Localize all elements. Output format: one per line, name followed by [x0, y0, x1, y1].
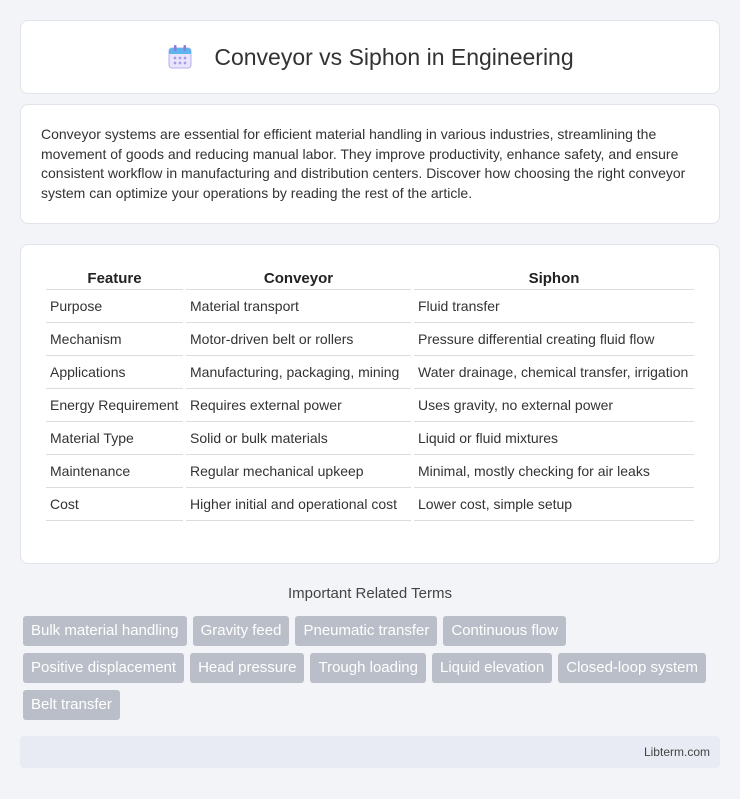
cell-siphon: Pressure differential creating fluid flow [414, 323, 694, 356]
table-header-row [46, 265, 694, 290]
title-card [20, 20, 720, 94]
comparison-table [43, 265, 697, 521]
table-row [46, 356, 694, 389]
cell-siphon: Liquid or fluid mixtures [414, 422, 694, 455]
intro-text: Conveyor systems are essential for efficient material handling in various industries, streamlining the movement of goods and reducing manual labor. They improve productivity, enhance safety, and ensure consistent workflow in manufacturing and distribution centers. Discover how choosing the right conveyor system can optimize your operations by reading the rest of the article. [41, 126, 686, 201]
cell-siphon: Uses gravity, no external power [414, 389, 694, 422]
cell-feature: Purpose [46, 290, 183, 323]
table-row [46, 488, 694, 521]
cell-conveyor: Higher initial and operational cost [186, 488, 411, 521]
cell-siphon: Fluid transfer [414, 290, 694, 323]
cell-siphon: Water drainage, chemical transfer, irrigation [414, 356, 694, 389]
table-row [46, 389, 694, 422]
cell-feature: Material Type [46, 422, 183, 455]
related-term-tag[interactable]: Liquid elevation [432, 653, 552, 683]
related-term-tag[interactable]: Positive displacement [23, 653, 184, 683]
footer [20, 736, 720, 768]
calendar-icon [166, 43, 194, 71]
header-conveyor: Conveyor [186, 265, 411, 290]
cell-siphon: Minimal, mostly checking for air leaks [414, 455, 694, 488]
table-row [46, 290, 694, 323]
cell-conveyor: Manufacturing, packaging, mining [186, 356, 411, 389]
comparison-table-card [20, 244, 720, 564]
related-term-tag[interactable]: Bulk material handling [23, 616, 187, 646]
footer-brand-link[interactable]: Libterm.com [643, 745, 710, 759]
related-terms-list [20, 616, 720, 720]
cell-conveyor: Regular mechanical upkeep [186, 455, 411, 488]
related-term-tag[interactable]: Pneumatic transfer [295, 616, 437, 646]
cell-siphon: Lower cost, simple setup [414, 488, 694, 521]
table-row [46, 323, 694, 356]
cell-feature: Energy Requirement [46, 389, 183, 422]
header-feature: Feature [46, 265, 183, 290]
related-term-tag[interactable]: Trough loading [310, 653, 426, 683]
related-terms-section [20, 585, 720, 720]
header-siphon: Siphon [414, 265, 694, 290]
related-term-tag[interactable]: Closed-loop system [558, 653, 706, 683]
cell-feature: Cost [46, 488, 183, 521]
cell-conveyor: Motor-driven belt or rollers [186, 323, 411, 356]
related-term-tag[interactable]: Head pressure [190, 653, 304, 683]
table-row [46, 455, 694, 488]
cell-conveyor: Material transport [186, 290, 411, 323]
related-term-tag[interactable]: Belt transfer [23, 690, 120, 720]
related-term-tag[interactable]: Continuous flow [443, 616, 566, 646]
cell-feature: Maintenance [46, 455, 183, 488]
cell-conveyor: Requires external power [186, 389, 411, 422]
cell-conveyor: Solid or bulk materials [186, 422, 411, 455]
table-row [46, 422, 694, 455]
related-terms-heading: Important Related Terms [288, 585, 452, 602]
related-term-tag[interactable]: Gravity feed [193, 616, 290, 646]
cell-feature: Mechanism [46, 323, 183, 356]
cell-feature: Applications [46, 356, 183, 389]
page-title: Conveyor vs Siphon in Engineering [214, 43, 574, 70]
intro-card [20, 104, 720, 224]
